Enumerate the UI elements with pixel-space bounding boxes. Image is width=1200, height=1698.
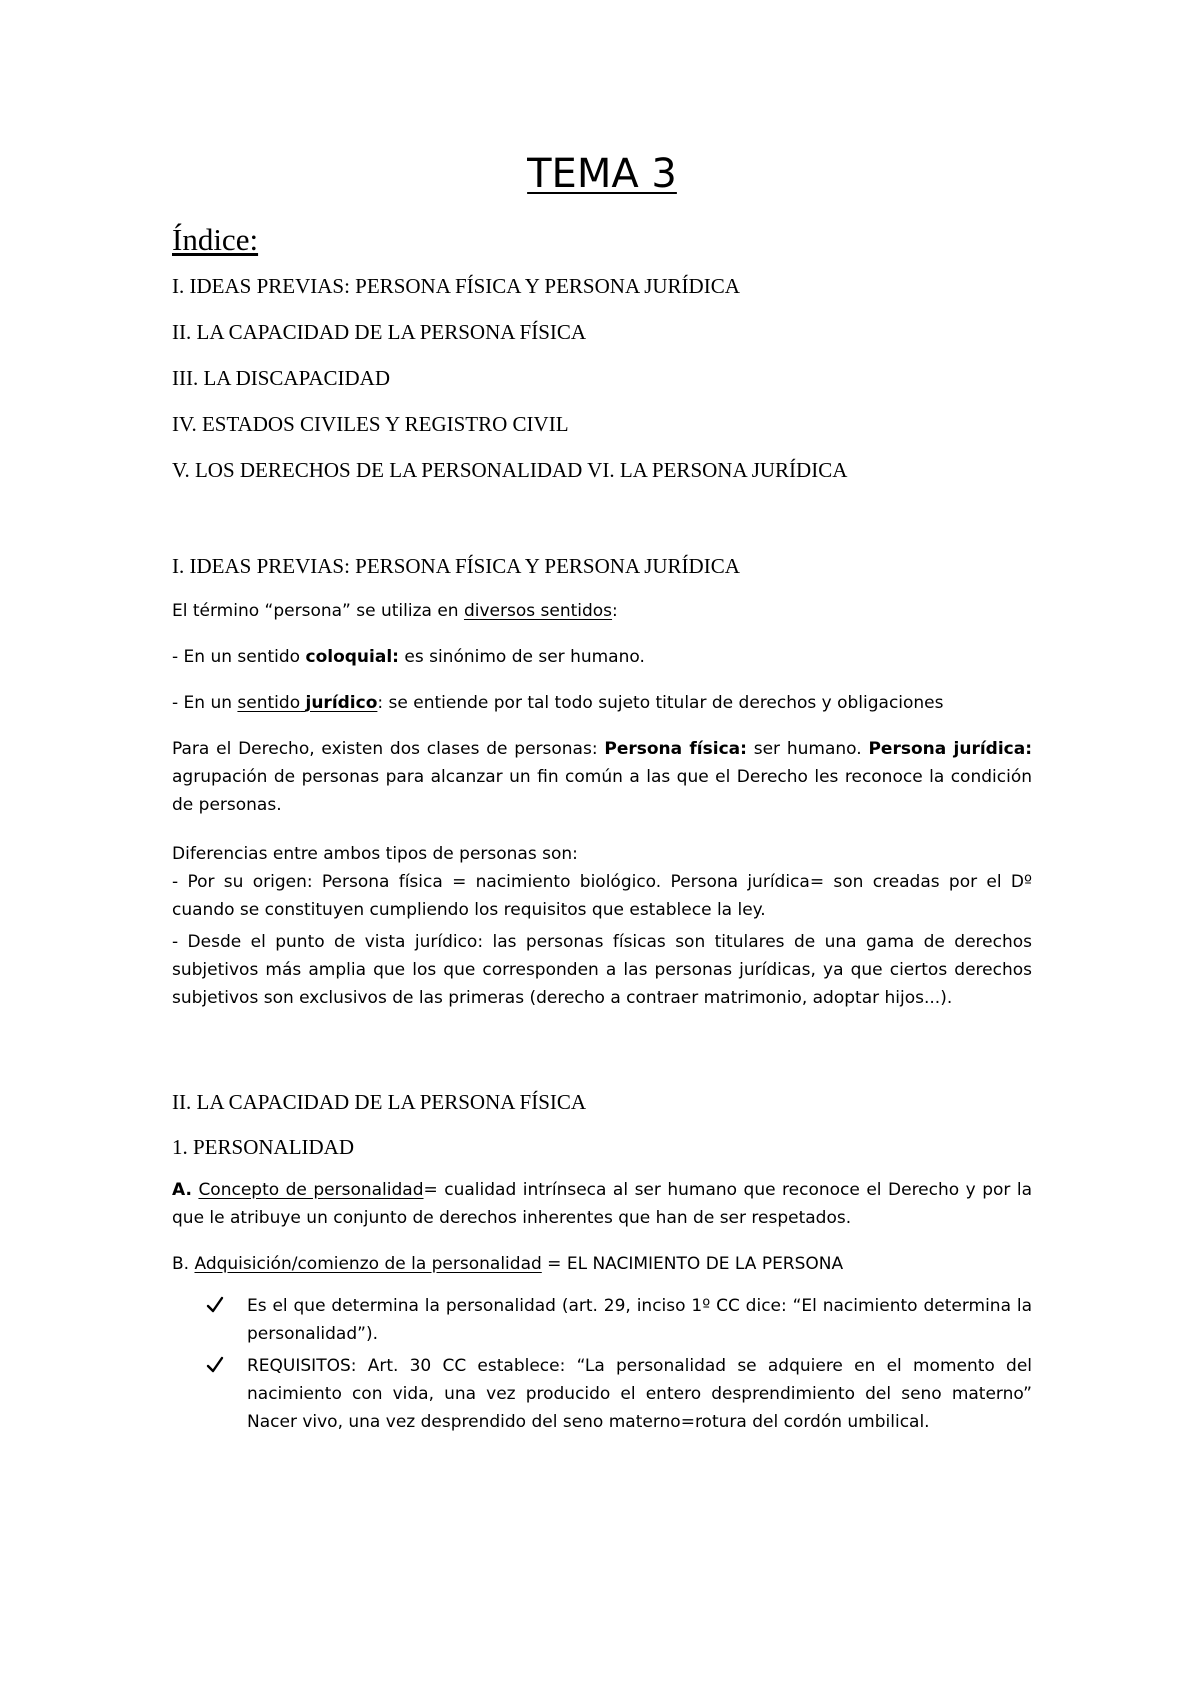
- checkmark-icon: [206, 1296, 224, 1314]
- paragraph: - Por su origen: Persona física = nacimiento biológico. Persona jurídica= son creadas por el Dº cuando se constituyen cumpliendo los requisitos que establece la ley.: [172, 872, 1032, 920]
- section-heading-1: I. IDEAS PREVIAS: PERSONA FÍSICA Y PERSONA JURÍDICA: [172, 554, 740, 578]
- paragraph: El término “persona” se utiliza en diversos sentidos:: [172, 601, 618, 621]
- subsection-heading: 1. PERSONALIDAD: [172, 1135, 355, 1159]
- checkmark-icon: [206, 1356, 224, 1374]
- paragraph: - En un sentido jurídico: se entiende por tal todo sujeto titular de derechos y obligaciones: [172, 693, 944, 713]
- toc-item: IV. ESTADOS CIVILES Y REGISTRO CIVIL: [172, 412, 569, 436]
- list-item: REQUISITOS: Art. 30 CC establece: “La personalidad se adquiere en el momento del nacimiento con vida, una vez producido el entero desprendimiento del seno materno” Nacer vivo, una vez desprendido del seno materno=rotura del cordón umbilical.: [172, 1352, 1032, 1436]
- index-heading: Índice:: [172, 222, 259, 257]
- requirements-checklist: [172, 1292, 1032, 1436]
- toc-item: I. IDEAS PREVIAS: PERSONA FÍSICA Y PERSONA JURÍDICA: [172, 274, 740, 298]
- paragraph: - En un sentido coloquial: es sinónimo de ser humano.: [172, 647, 645, 667]
- toc-item: II. LA CAPACIDAD DE LA PERSONA FÍSICA: [172, 320, 587, 344]
- toc-item: V. LOS DERECHOS DE LA PERSONALIDAD VI. LA PERSONA JURÍDICA: [172, 458, 848, 482]
- section-heading-2: II. LA CAPACIDAD DE LA PERSONA FÍSICA: [172, 1090, 587, 1114]
- paragraph: B. Adquisición/comienzo de la personalidad = EL NACIMIENTO DE LA PERSONA: [172, 1254, 844, 1274]
- paragraph: Para el Derecho, existen dos clases de personas: Persona física: ser humano. Persona jurídica: agrupación de personas para alcanzar un fin común a las que el Derecho les reconoce la condición de personas.: [172, 739, 1032, 815]
- toc-item: III. LA DISCAPACIDAD: [172, 366, 390, 390]
- list-item: Es el que determina la personalidad (art. 29, inciso 1º CC dice: “El nacimiento determina la personalidad”).: [172, 1292, 1032, 1348]
- document-page: [172, 0, 1032, 1698]
- paragraph: Diferencias entre ambos tipos de personas son:: [172, 844, 578, 864]
- paragraph: A. Concepto de personalidad= cualidad intrínseca al ser humano que reconoce el Derecho y por la que le atribuye un conjunto de derechos inherentes que han de ser respetados.: [172, 1180, 1033, 1228]
- document-title: TEMA 3: [527, 151, 677, 197]
- table-of-contents: [172, 272, 1032, 502]
- paragraph: - Desde el punto de vista jurídico: las personas físicas son titulares de una gama de derechos subjetivos más amplia que los que corresponden a las personas jurídicas, ya que ciertos derechos subjetivos son exclusivos de las primeras (derecho a contraer matrimonio, adoptar hijos...).: [172, 932, 1032, 1008]
